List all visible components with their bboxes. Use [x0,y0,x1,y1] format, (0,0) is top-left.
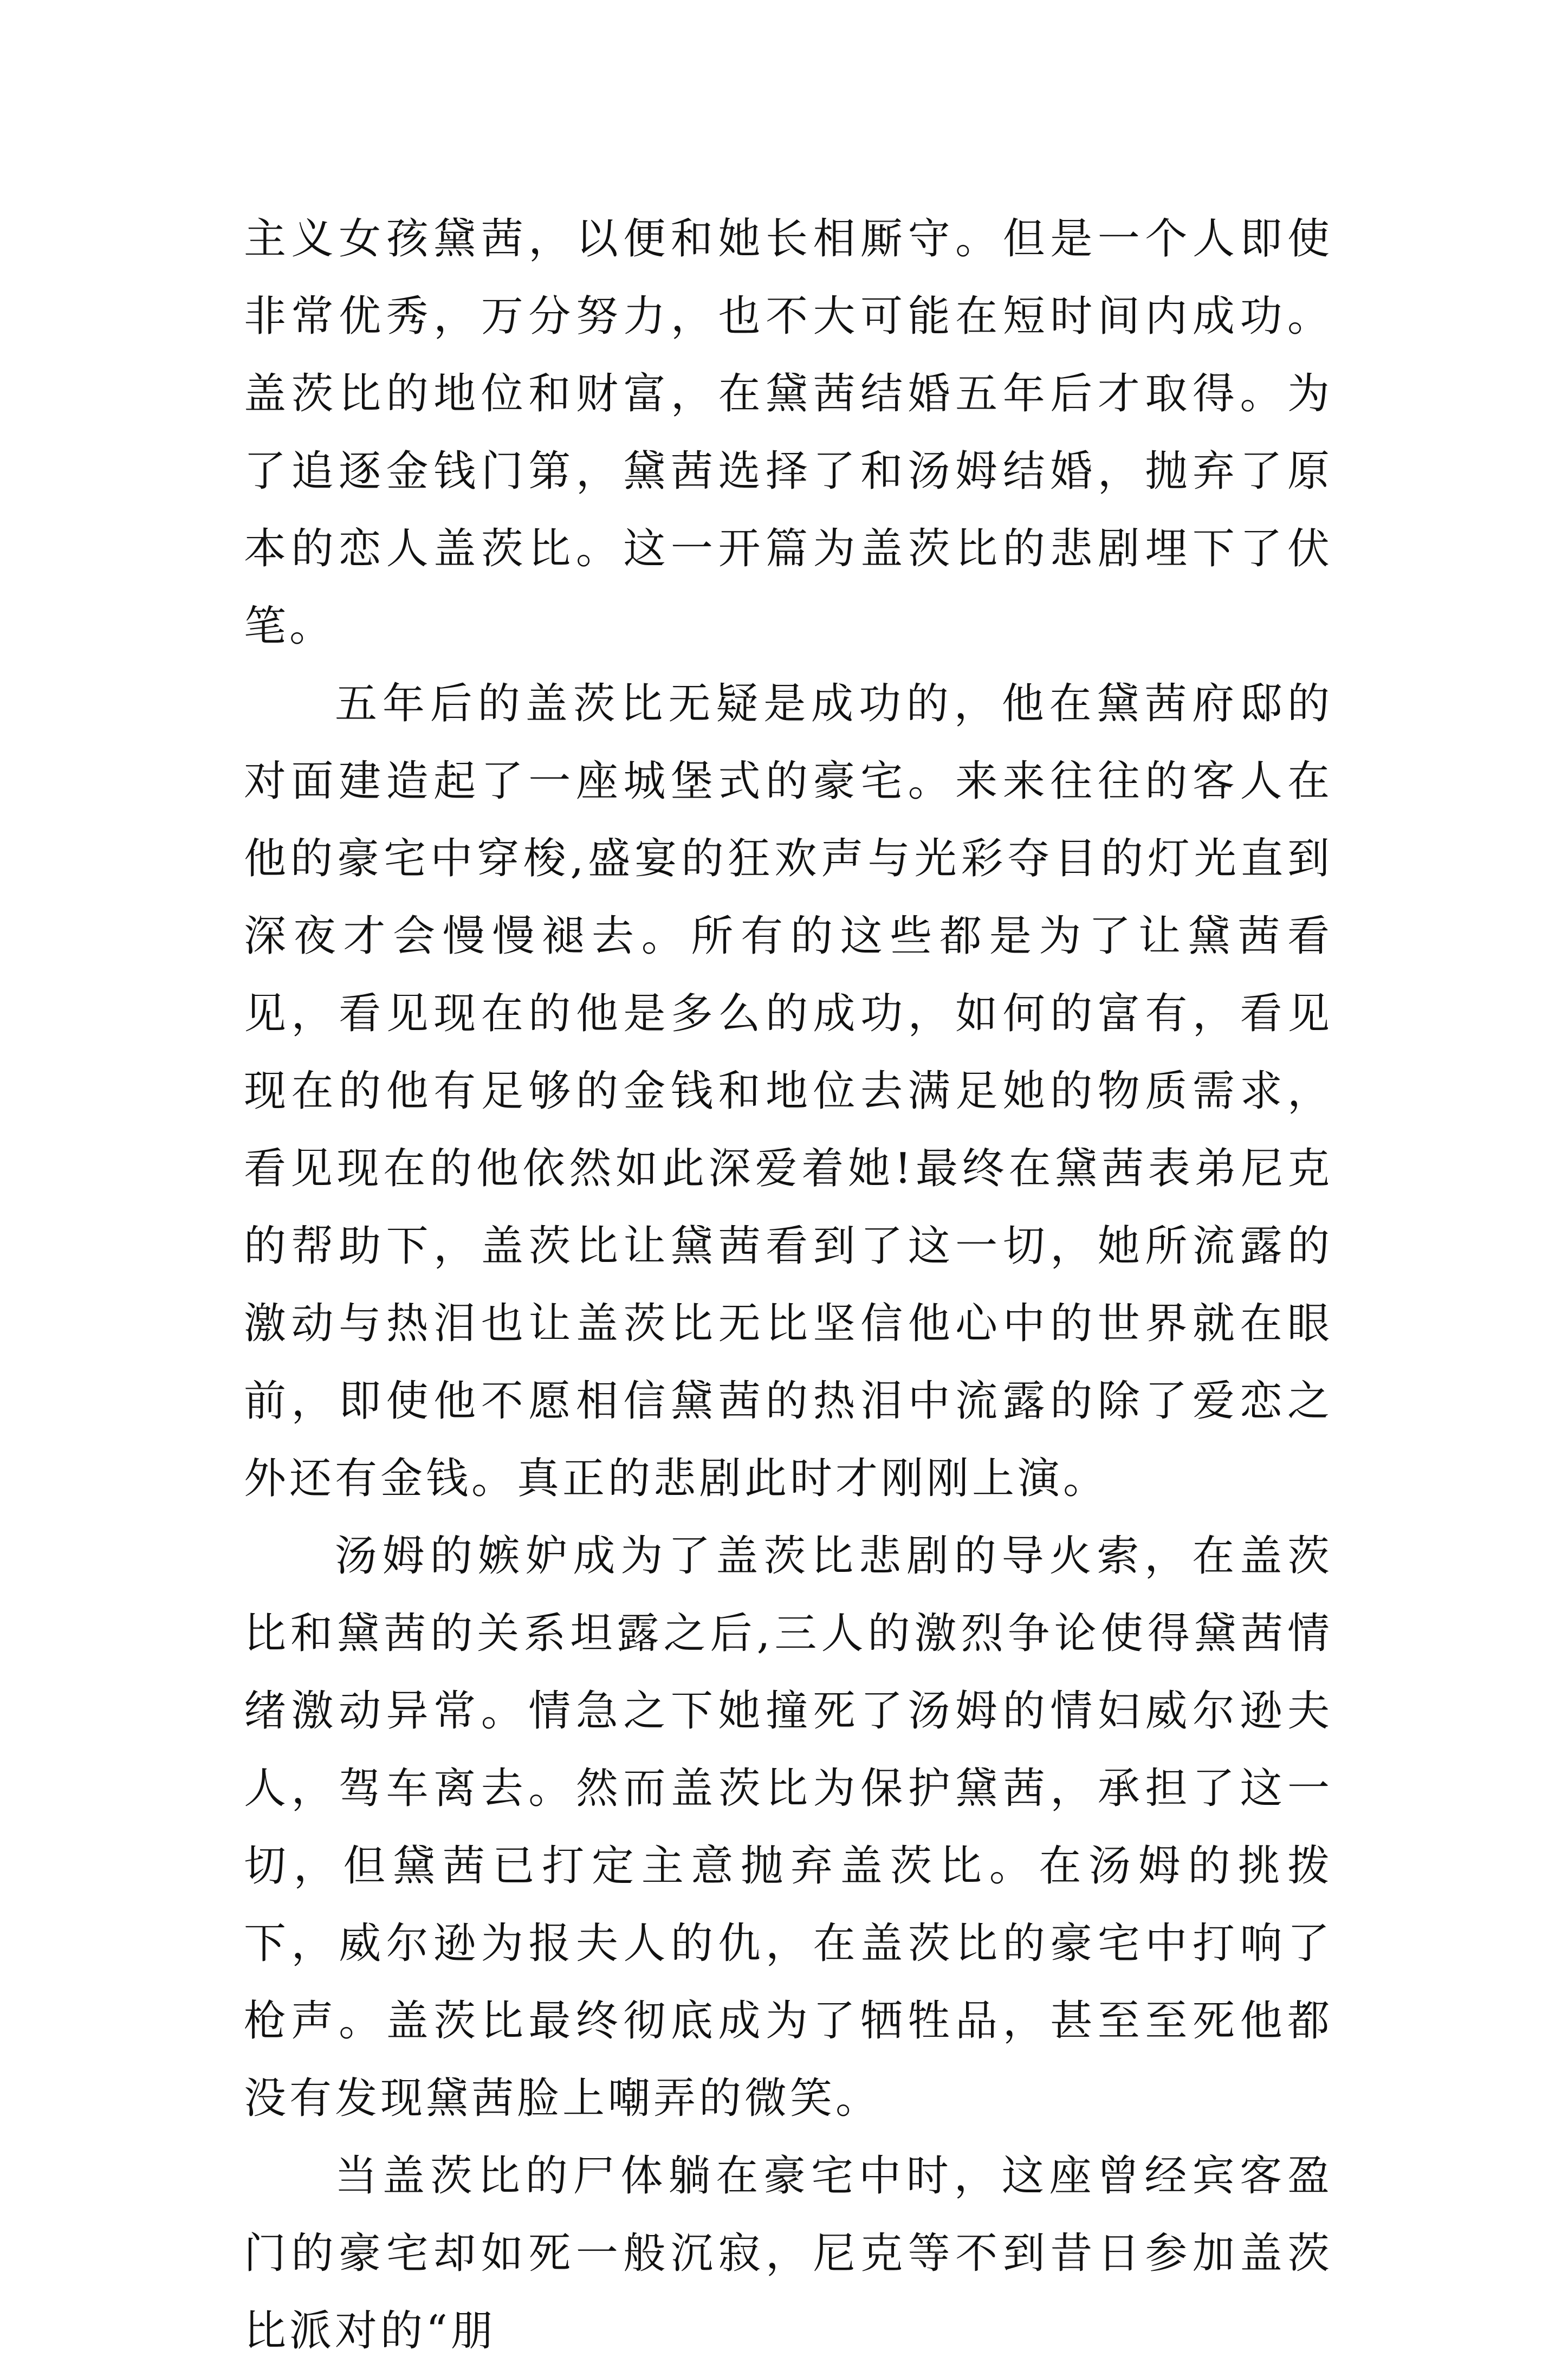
paragraph-3: 汤姆的嫉妒成为了盖茨比悲剧的导火索，在盖茨比和黛茜的关系坦露之后,三人的激烈争论使得黛茜情绪激动异常。情急之下她撞死了汤姆的情妇威尔逊夫人，驾车离去。然而盖茨比为保护黛茜，承担了这一切，但黛茜已打定主意抛弃盖茨比。在汤姆的挑拨下，威尔逊为报夫人的仇，在盖茨比的豪宅中打响了枪声。盖茨比最终彻底成为了牺牲品，甚至至死他都没有发现黛茜脸上嘲弄的微笑。 [244,1532,1333,2123]
body-text [244,200,1333,2370]
paragraph-2: 五年后的盖茨比无疑是成功的，他在黛茜府邸的对面建造起了一座城堡式的豪宅。来来往往的客人在他的豪宅中穿梭,盛宴的狂欢声与光彩夺目的灯光直到深夜才会慢慢褪去。所有的这些都是为了让黛茜看见，看见现在的他是多么的成功，如何的富有，看见现在的他有足够的金钱和地位去满足她的物质需求，看见现在的他依然如此深爱着她!最终在黛茜表弟尼克的帮助下，盖茨比让黛茜看到了这一切，她所流露的激动与热泪也让盖茨比无比坚信他心中的世界就在眼前，即使他不愿相信黛茜的热泪中流露的除了爱恋之外还有金钱。真正的悲剧此时才刚刚上演。 [244,679,1333,1503]
paragraph-1: 主义女孩黛茜，以便和她长相厮守。但是一个人即使非常优秀，万分努力，也不大可能在短时间内成功。盖茨比的地位和财富，在黛茜结婚五年后才取得。为了追逐金钱门第，黛茜选择了和汤姆结婚，抛弃了原本的恋人盖茨比。这一开篇为盖茨比的悲剧埋下了伏笔。 [244,215,1333,651]
paragraph-4: 当盖茨比的尸体躺在豪宅中时，这座曾经宾客盈门的豪宅却如死一般沉寂，尼克等不到昔日参加盖茨比派对的“朋 [244,2152,1333,2355]
